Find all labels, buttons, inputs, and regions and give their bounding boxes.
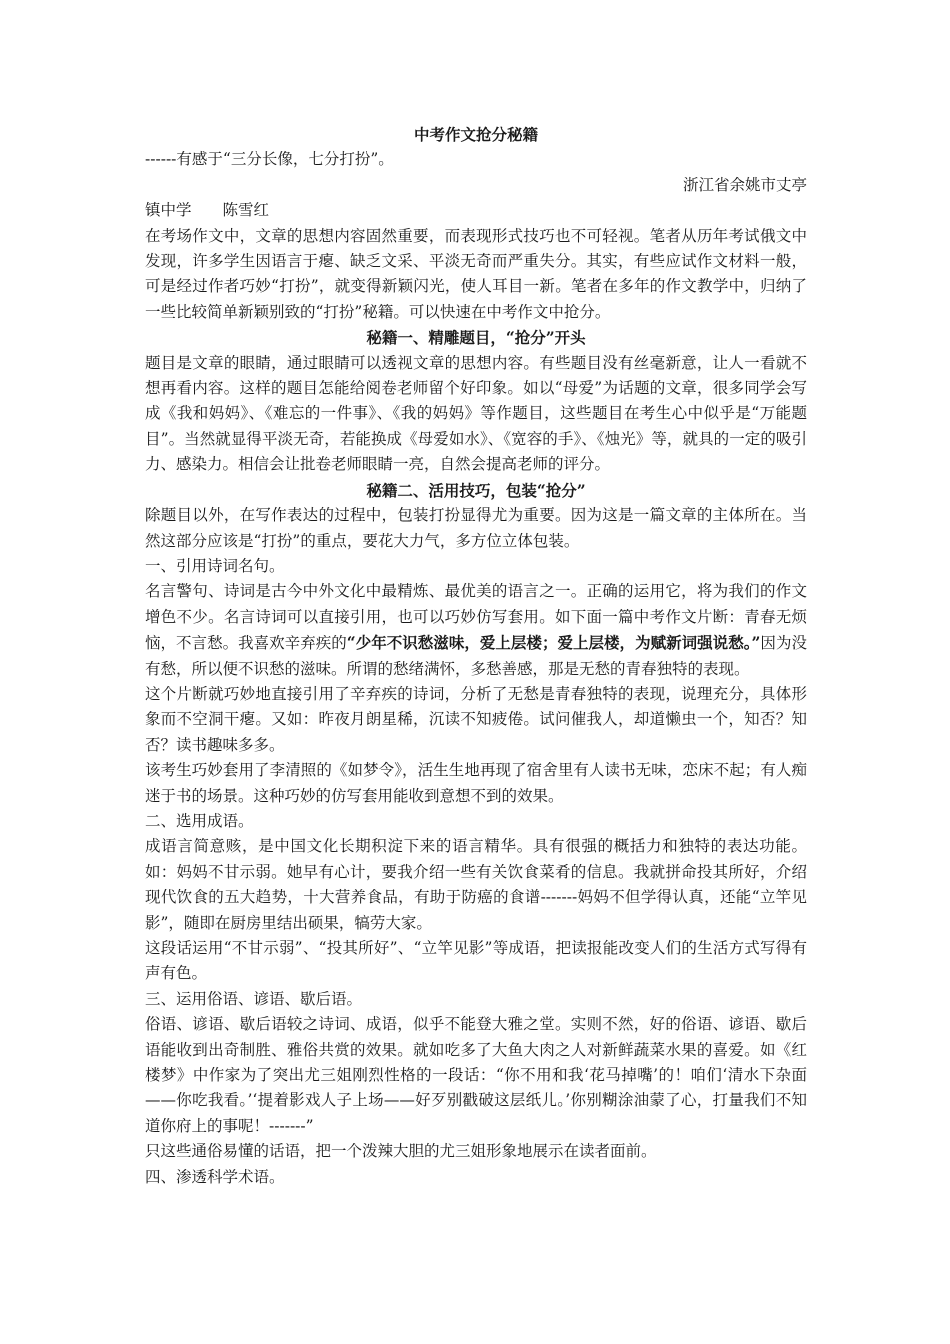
poetry-text-before: 名言警句、诗词是古今中外文化中最精炼、最优美的语言之一。正确的运用它，将为我们的作文增色不少。名言诗词可以直接引用，也可以巧妙仿写套用。如下面一篇中考作文片断：青春无烦恼，不言愁。我喜欢辛弃疾的 [145, 582, 807, 653]
document-page [145, 122, 807, 1190]
paragraph-idioms-analysis: 这段话运用“不甘示弱”、“投其所好”、“立竿见影”等成语，把读报能改变人们的生活方式写得有声有色。 [145, 939, 807, 983]
list-item-idioms: 二、选用成语。 [145, 811, 254, 830]
list-item-proverbs: 三、运用俗语、谚语、歇后语。 [145, 989, 363, 1008]
author-name-line: 镇中学 陈雪红 [145, 201, 270, 220]
intro-paragraph: 在考场作文中，文章的思想内容固然重要，而表现形式技巧也不可轻视。笔者从历年考试俄文中发现，许多学生因语言于瘪、缺乏文采、平淡无奇而严重失分。其实，有些应试作文材料一般，可是经过作者巧妙“打扮”，就变得新颖闪光，使人耳目一新。笔者在多年的作文教学中，归纳了一些比较简单新颖别致的“打扮”秘籍。可以快速在中考作文中抢分。 [145, 226, 807, 321]
poetry-text-after: 因为没有愁，所以便不识愁的滋味。所谓的愁绪满怀，多愁善感，那是无愁的青春独特的表现。 [145, 634, 807, 678]
paragraph-proverbs-analysis: 只这些通俗易懂的话语，把一个泼辣大胆的尤三姐形象地展示在读者面前。 [145, 1142, 657, 1161]
paragraph-poetry-analysis: 这个片断就巧妙地直接引用了辛弃疾的诗词，分析了无愁是青春独特的表现，说理充分，具体形象而不空洞干瘪。又如：昨夜月朗星稀，沉读不知疲倦。试问催我人，却道懒虫一个，知否？知否？读书趣味多多。 [145, 684, 807, 754]
paragraph-poetry-example [145, 579, 807, 682]
document-subtitle: ------有感于“三分长像，七分打扮”。 [145, 150, 394, 169]
paragraph-idioms-example: 成语言简意赅，是中国文化长期积淀下来的语言精华。具有很强的概括力和独特的表达功能。如：妈妈不甘示弱。她早有心计，要我介绍一些有关饮食菜肴的信息。我就拼命投其所好，介绍现代饮食的五大趋势，十大营养食品，有助于防癌的食谱-------妈妈不但学得认真，还能“立竿见影”，随即在厨房里结出硕果，犒劳大家。 [145, 837, 807, 932]
list-item-poetry: 一、引用诗词名句。 [145, 556, 285, 575]
paragraph-title-importance: 题目是文章的眼睛，通过眼睛可以透视文章的思想内容。有些题目没有丝毫新意，让人一看就不想再看内容。这样的题目怎能给阅卷老师留个好印象。如以“母爱”为话题的文章，很多同学会写成《我和妈妈》、《难忘的一件事》、《我的妈妈》等作题目，这些题目在考生心中似乎是“万能题目”。当然就显得平淡无奇，若能换成《母爱如水》、《宽容的手》、《烛光》等，就具的一定的吸引力、感染力。相信会让批卷老师眼睛一亮，自然会提高老师的评分。 [145, 353, 807, 474]
section-heading-1: 秘籍一、精雕题目，“抢分”开头 [366, 328, 586, 348]
paragraph-imitation: 该考生巧妙套用了李清照的《如梦令》，活生生地再现了宿舍里有人读书无味，恋床不起；有人痴迷于书的场景。这种巧妙的仿写套用能收到意想不到的效果。 [145, 761, 807, 805]
poetry-quote: “少年不识愁滋味，爱上层楼；爱上层楼，为赋新词强说愁。” [346, 633, 761, 653]
document-title: 中考作文抢分秘籍 [413, 125, 538, 144]
author-affiliation: 浙江省余姚市丈亭 [682, 175, 807, 194]
list-item-science-terms: 四、渗透科学术语。 [145, 1167, 285, 1186]
paragraph-packaging: 除题目以外，在写作表达的过程中，包装打扮显得尤为重要。因为这是一篇文章的主体所在。当然这部分应该是“打扮”的重点，要花大力气，多方位立体包装。 [145, 506, 807, 550]
paragraph-proverbs-example: 俗语、谚语、歇后语较之诗词、成语，似乎不能登大雅之堂。实则不然，好的俗语、谚语、歇后语能收到出奇制胜、雅俗共赏的效果。就如吃多了大鱼大肉之人对新鲜蔬菜水果的喜爱。如《红楼梦》中作家为了突出尤三姐刚烈性格的一段话：“你不用和我‘花马掉嘴’的！咱们‘清水下杂面——你吃我看。’‘提着影戏人子上场——好歹别戳破这层纸儿。’你别糊涂油蒙了心，打量我们不知道你府上的事呢！-------” [145, 1015, 807, 1135]
section-heading-2: 秘籍二、活用技巧，包装“抢分” [366, 480, 586, 500]
